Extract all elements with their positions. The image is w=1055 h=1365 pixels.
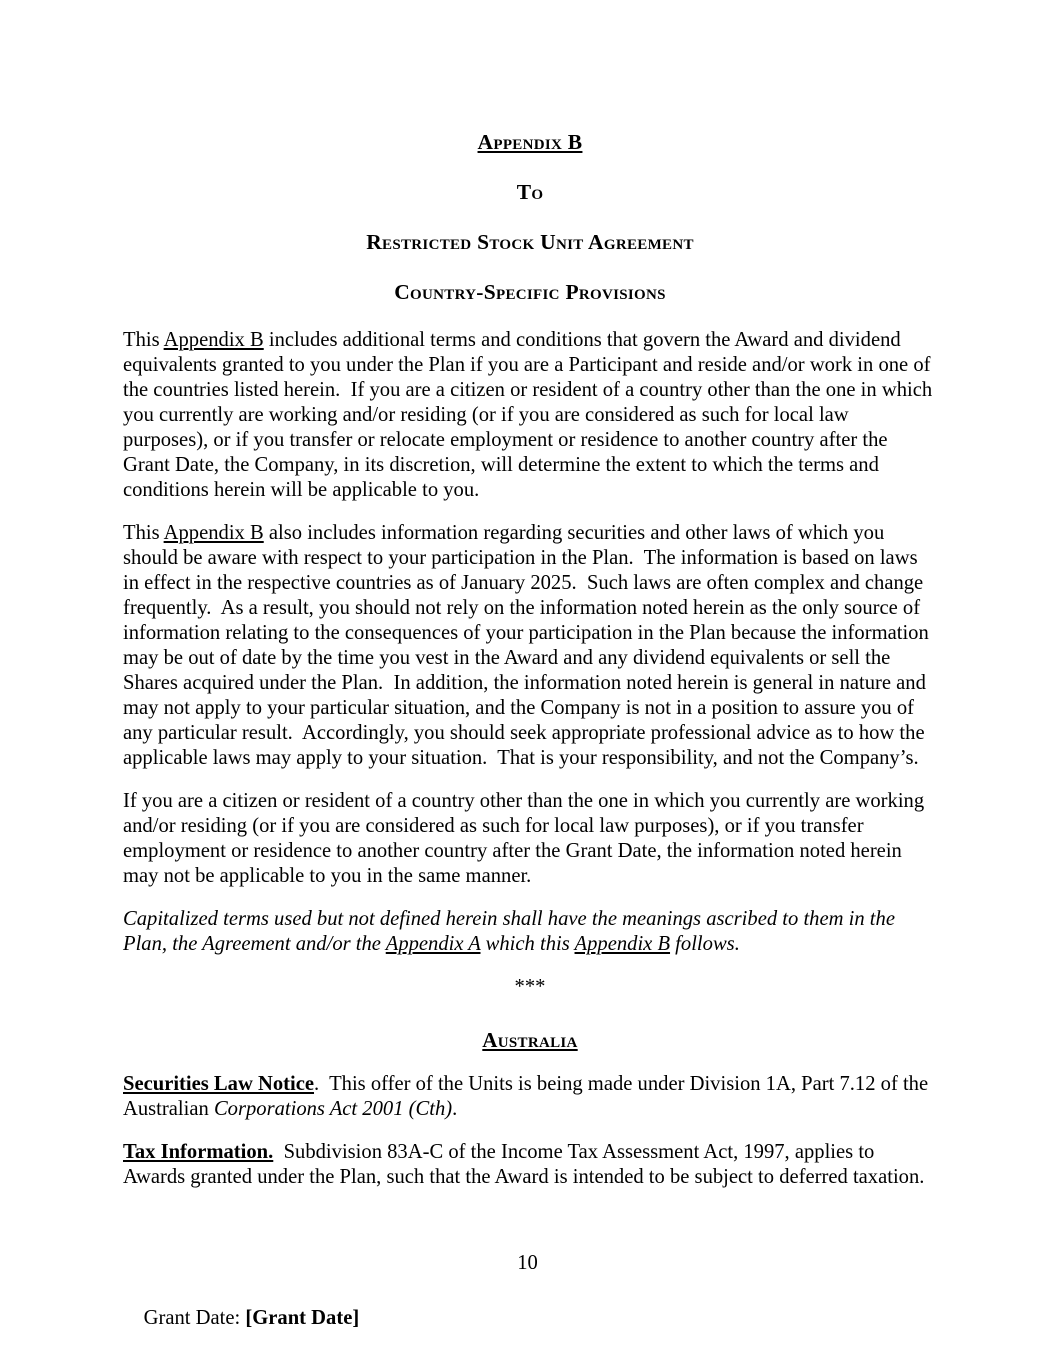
- title-block: [123, 128, 937, 306]
- text-segment: .: [452, 1098, 458, 1120]
- title-connector: To: [516, 180, 544, 204]
- paragraph-tax-information: [123, 1140, 937, 1190]
- grant-date-value: [Grant Date]: [245, 1307, 360, 1329]
- text-segment: Tax Information.: [123, 1141, 274, 1163]
- text-segment: This: [123, 522, 164, 544]
- text-segment: Appendix A: [385, 933, 481, 955]
- text-segment: also includes information regarding securities and other laws of which you should be aware with respect to your participation in the Plan. The information is based on laws in effect in the respective countries as of January 2025. Such laws are often complex and change frequently. As a result, you should not rely on the information noted herein as the only source of information relating to the consequences of your participation in the Plan because the information may be out of date by the time you vest in the Award and any dividend equivalents or sell the Shares acquired under the Plan. In addition, the information noted herein is general in nature and may not apply to your particular situation, and the Company is not in a position to assure you of any particular result. Accordingly, you should seek appropriate professional advice as to how the applicable laws may apply to your situation. That is your responsibility, and not the Company’s.: [123, 522, 934, 769]
- text-segment: Corporations Act 2001 (Cth): [213, 1098, 453, 1120]
- appendix-title: Appendix B: [477, 130, 583, 154]
- text-segment: Capitalized terms used but not defined herein shall have the meanings ascribed to them in the Plan, the Agreement and/or the: [123, 908, 901, 955]
- provisions-title: Country-Specific Provisions: [394, 280, 666, 304]
- text-segment: Appendix B: [163, 522, 264, 544]
- grant-date-line: [123, 1281, 359, 1356]
- text-segment: Appendix B: [163, 329, 264, 351]
- grant-date-label: Grant Date:: [143, 1307, 246, 1329]
- text-segment: This: [123, 329, 164, 351]
- paragraph-capitalized-terms: [123, 907, 937, 957]
- text-segment: Subdivision 83A-C of the Income Tax Assessment Act, 1997, applies to Awards granted under the Plan, such that the Award is intended to be subject to deferred taxation.: [123, 1141, 925, 1188]
- text-segment: . This offer of the Units is being made under Division 1A, Part 7.12 of the Australian: [123, 1073, 933, 1120]
- text-segment: follows.: [670, 933, 740, 955]
- text-segment: includes additional terms and conditions that govern the Award and dividend equivalents granted to you under the Plan if you are a Participant and reside and/or work in one of the countries listed herein. If you are a citizen or resident of a country other than the one in which you currently are working and/or residing (or if you are considered as such for local law purposes), or if you transfer or relocate employment or residence to another country after the Grant Date, the Company, in its discretion, will determine the extent to which the terms and conditions herein will be applicable to you.: [123, 329, 938, 501]
- section-separator: ***: [514, 976, 546, 998]
- text-segment: which this: [480, 933, 575, 955]
- paragraph-citizenship: [123, 789, 937, 889]
- paragraph-securities-law-notice: [123, 1072, 937, 1122]
- paragraph-intro: [123, 328, 937, 503]
- text-segment: Appendix B: [574, 933, 671, 955]
- page-number: 10: [517, 1252, 538, 1274]
- text-segment: Securities Law Notice: [123, 1073, 315, 1095]
- document-content: [123, 128, 937, 1208]
- text-segment: If you are a citizen or resident of a country other than the one in which you currently are working and/or residing (or if you are considered as such for local law purposes), or if you transfer employment or residence to another country after the Grant Date, the information noted herein may not be applicable to you in the same manner.: [123, 790, 930, 887]
- paragraph-securities-information: [123, 521, 937, 771]
- country-heading-australia: Australia: [482, 1028, 578, 1052]
- agreement-title: Restricted Stock Unit Agreement: [366, 230, 694, 254]
